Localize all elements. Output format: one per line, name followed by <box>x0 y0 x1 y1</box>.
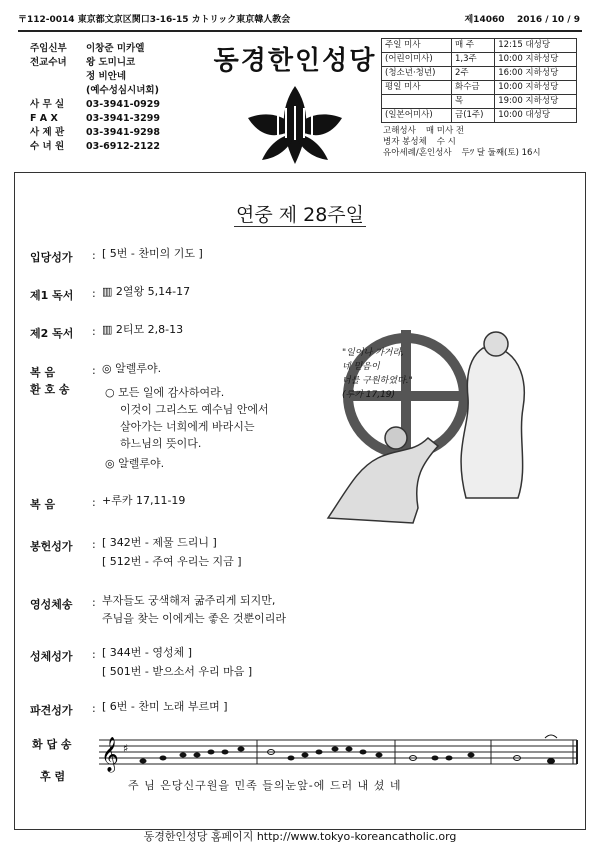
acclamation-label: 복 음 <box>30 366 56 379</box>
colon: : <box>92 538 96 551</box>
music-staff-icon <box>99 734 581 774</box>
schedule-cell: 16:00 지하성당 <box>495 67 577 81</box>
contact-row <box>30 42 160 56</box>
issue-number: 제14060 <box>464 15 505 25</box>
offertory-hymn: [ 512번 - 주여 우리는 지금 ] <box>102 555 242 568</box>
issue-info <box>464 12 580 25</box>
colon: : <box>92 364 96 377</box>
schedule-row <box>382 81 577 95</box>
schedule-cell: 2주 <box>451 67 494 81</box>
schedule-cell <box>382 95 452 109</box>
gospel-label: 복 음 <box>30 498 56 511</box>
contact-row <box>30 70 160 84</box>
contact-role: 수 녀 원 <box>30 141 65 152</box>
sunday-title <box>0 200 600 227</box>
acclamation-line: ◎ 알렐루야. <box>105 457 165 470</box>
info-value: 두ﾂ 달 둘째(토) 16시 <box>461 148 541 158</box>
gospel: +루카 17,11-19 <box>102 494 186 507</box>
contact-value: 03-6912-2122 <box>86 141 160 152</box>
schedule-row <box>382 53 577 67</box>
offertory-hymn: [ 342번 - 제물 드리니 ] <box>102 536 217 549</box>
sacrament-info <box>383 126 541 159</box>
footer-homepage[interactable]: 동경한인성당 홈페이지 http://www.tokyo-koreancatholic.org <box>143 830 457 843</box>
caption-line: 네 믿음이 <box>342 362 380 372</box>
recessional-hymn: [ 6번 - 찬미 노래 부르며 ] <box>102 700 228 713</box>
colon: : <box>92 287 96 300</box>
info-key: 병자 봉성체 <box>383 137 427 147</box>
contact-row <box>30 56 160 70</box>
schedule-cell: 금(1주) <box>451 109 494 123</box>
acclamation-label-2: 환 호 송 <box>30 383 70 396</box>
issue-date: 2016 / 10 / 9 <box>517 15 580 25</box>
schedule-cell: (일본어미사) <box>382 109 452 123</box>
church-address: 〒112-0014 東京都文京区関口3-16-15 カトリック東京韓人教会 <box>18 15 291 25</box>
reading1: ▥ 2열왕 5,14-17 <box>102 285 191 298</box>
contact-value: (예수성심시녀회) <box>86 85 159 96</box>
info-row <box>383 137 541 148</box>
recessional-label: 파견성가 <box>30 704 73 717</box>
mass-schedule <box>381 38 577 123</box>
schedule-cell: 1,3주 <box>451 53 494 67</box>
illustration-caption <box>342 346 413 402</box>
reading2-label: 제2 독서 <box>30 327 74 340</box>
contact-role: 전교수녀 <box>30 57 67 68</box>
communion-label: 성체성가 <box>30 650 73 663</box>
top-bar <box>18 8 582 32</box>
entrance-hymn: [ 5번 - 찬미의 기도 ] <box>102 247 203 260</box>
schedule-cell: 평일 미사 <box>382 81 452 95</box>
contact-role: 사 제 관 <box>30 127 65 138</box>
contact-value: 왕 도미니코 <box>86 57 136 68</box>
svg-text:𝄞: 𝄞 <box>101 737 119 772</box>
info-key: 유아세례/혼인성사 <box>383 148 452 158</box>
schedule-row <box>382 67 577 81</box>
schedule-cell: 19:00 지하성당 <box>495 95 577 109</box>
colon: : <box>92 648 96 661</box>
communion-hymn: [ 501번 - 받으소서 우리 마음 ] <box>102 665 253 678</box>
contact-role <box>30 70 86 84</box>
acclamation-line: 이것이 그리스도 예수님 안에서 <box>120 403 269 416</box>
contact-role: 사 무 실 <box>30 99 65 110</box>
contact-row <box>30 84 160 98</box>
info-key: 고해성사 <box>383 126 416 136</box>
offertory-label: 봉헌성가 <box>30 540 73 553</box>
svg-text:♯: ♯ <box>123 742 129 755</box>
info-row <box>383 126 541 137</box>
contact-role: 주임신부 <box>30 43 67 54</box>
acclamation-line: ○ 모든 일에 감사하여라. <box>105 386 225 399</box>
schedule-cell: (청소년·청년) <box>382 67 452 81</box>
acclamation-line: 살아가는 너희에게 바라시는 <box>120 420 255 433</box>
response-label-2: 후 렴 <box>40 770 66 783</box>
reading1-label: 제1 독서 <box>30 289 74 302</box>
contact-value: 이창준 미카엘 <box>86 43 145 54</box>
schedule-cell: 매 주 <box>451 39 494 53</box>
schedule-row <box>382 95 577 109</box>
info-value: 수 시 <box>436 137 456 147</box>
schedule-row <box>382 109 577 123</box>
schedule-cell: 주일 미사 <box>382 39 452 53</box>
colon: : <box>92 702 96 715</box>
info-value: 매 미사 전 <box>425 126 465 136</box>
response-label: 화 답 송 <box>32 738 72 751</box>
colon: : <box>92 325 96 338</box>
schedule-cell: 목 <box>451 95 494 109</box>
sunday-title-text: 연중 제 28주일 <box>235 204 365 226</box>
contact-row <box>30 140 160 154</box>
caption-line: "일어나 가거라, <box>342 348 405 358</box>
colon: : <box>92 249 96 262</box>
caption-line: (루카 17,19) <box>342 390 396 400</box>
acclamation-line: ◎ 알렐루야. <box>102 362 162 375</box>
acclamation-line: 하느님의 뜻이다. <box>120 437 202 450</box>
schedule-cell: 화수금 <box>451 81 494 95</box>
contact-role: F A X <box>30 113 58 124</box>
schedule-cell: (어린이미사) <box>382 53 452 67</box>
communion-antiphon: 부자들도 궁색해져 굶주리게 되지만, <box>102 594 276 607</box>
caption-line: 너를 구원하였다." <box>342 376 413 386</box>
contact-value: 03-3941-0929 <box>86 99 160 110</box>
communion-hymn: [ 344번 - 영성체 ] <box>102 646 193 659</box>
info-row <box>383 148 541 159</box>
response-lyrics: 주 님 은당신구원을 민족 들의눈앞-에 드러 내 셨 네 <box>128 779 402 792</box>
schedule-row <box>382 39 577 53</box>
schedule-cell: 12:15 대성당 <box>495 39 577 53</box>
contact-value: 03-3941-3299 <box>86 113 160 124</box>
contact-row <box>30 112 160 126</box>
communion-antiphon: 주님을 찾는 이에게는 좋은 것뿐이리라 <box>102 612 287 625</box>
entrance-label: 입당성가 <box>30 251 73 264</box>
contact-value: 정 비안네 <box>86 71 127 82</box>
contact-role <box>30 84 86 98</box>
reading2: ▥ 2티모 2,8-13 <box>102 323 184 336</box>
schedule-cell: 10:00 대성당 <box>495 109 577 123</box>
colon: : <box>92 496 96 509</box>
communion-antiphon-label: 영성체송 <box>30 598 73 611</box>
contact-row <box>30 98 160 112</box>
colon: : <box>92 596 96 609</box>
church-name: 동경한인성당 <box>213 46 377 76</box>
contact-value: 03-3941-9298 <box>86 127 160 138</box>
contact-row <box>30 126 160 140</box>
schedule-cell: 10:00 지하성당 <box>495 81 577 95</box>
schedule-cell: 10:00 지하성당 <box>495 53 577 67</box>
contact-list <box>30 42 160 154</box>
church-emblem-icon <box>240 78 350 168</box>
